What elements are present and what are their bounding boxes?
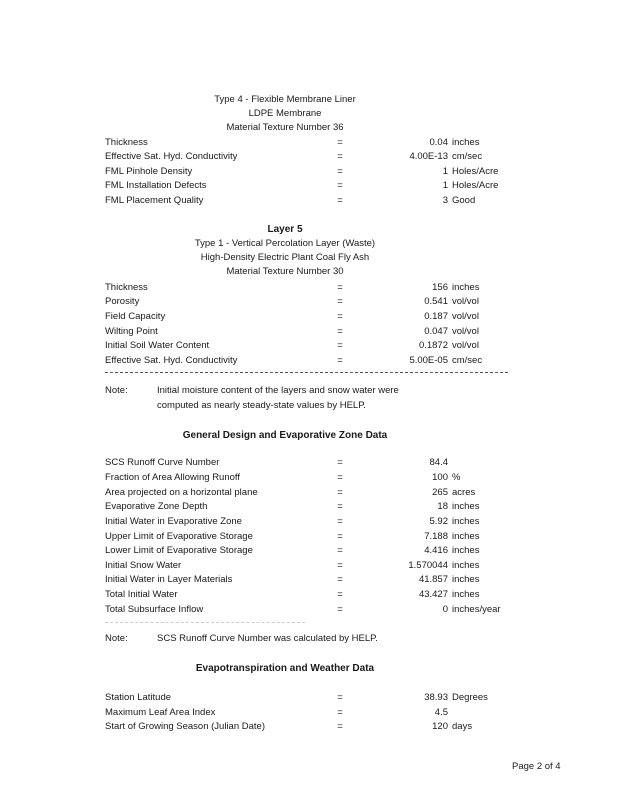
- row-equals: =: [337, 137, 343, 148]
- row-value: 1.570044: [408, 560, 448, 571]
- row-value: 3: [442, 195, 448, 206]
- row-label: FML Pinhole Density: [105, 166, 193, 177]
- row-unit: vol/vol: [452, 296, 479, 307]
- row-label: Maximum Leaf Area Index: [105, 707, 216, 718]
- row-equals: =: [337, 531, 343, 542]
- weather-section-title: Evapotranspiration and Weather Data: [195, 663, 375, 674]
- layer5-texture-line: Material Texture Number 30: [226, 266, 344, 277]
- row-value: 4.00E-13: [409, 151, 448, 162]
- row-equals: =: [337, 604, 343, 615]
- row-value: 0: [442, 604, 448, 615]
- row-unit: Holes/Acre: [452, 180, 499, 191]
- row-equals: =: [337, 180, 343, 191]
- row-unit: Holes/Acre: [452, 166, 499, 177]
- row-unit: Degrees: [452, 692, 488, 703]
- row-unit: Good: [452, 195, 476, 206]
- row-unit: cm/sec: [452, 151, 483, 162]
- row-equals: =: [337, 326, 343, 337]
- section-divider: [105, 372, 508, 373]
- row-label: Lower Limit of Evaporative Storage: [105, 545, 253, 556]
- section-divider: [105, 622, 305, 623]
- row-label: Initial Soil Water Content: [105, 340, 210, 351]
- row-unit: inches: [452, 501, 480, 512]
- row-value: 156: [432, 282, 448, 293]
- row-unit: vol/vol: [452, 340, 479, 351]
- row-equals: =: [337, 560, 343, 571]
- row-label: Evaporative Zone Depth: [105, 501, 208, 512]
- row-value: 38.93: [424, 692, 448, 703]
- row-value: 0.541: [424, 296, 448, 307]
- row-label: Total Subsurface Inflow: [105, 604, 204, 615]
- row-label: Initial Water in Evaporative Zone: [105, 516, 242, 527]
- row-equals: =: [337, 501, 343, 512]
- note-label: Note:: [105, 633, 128, 644]
- design-section-title: General Design and Evaporative Zone Data: [182, 430, 388, 441]
- row-label: Thickness: [105, 137, 148, 148]
- row-label: Field Capacity: [105, 311, 166, 322]
- layer5-title: Layer 5: [267, 224, 303, 235]
- row-unit: acres: [452, 487, 476, 498]
- row-equals: =: [337, 707, 343, 718]
- layer4-texture-line: Material Texture Number 36: [226, 122, 344, 133]
- row-unit: inches/year: [452, 604, 501, 615]
- row-equals: =: [337, 195, 343, 206]
- row-equals: =: [337, 457, 343, 468]
- row-equals: =: [337, 472, 343, 483]
- row-unit: inches: [452, 545, 480, 556]
- row-label: Wilting Point: [105, 326, 158, 337]
- layer4-type-line: Type 4 - Flexible Membrane Liner: [214, 94, 356, 105]
- row-label: Initial Water in Layer Materials: [105, 574, 233, 585]
- row-value: 5.00E-05: [409, 355, 448, 366]
- layer5-material-line: High-Density Electric Plant Coal Fly Ash: [200, 252, 370, 263]
- note-text-line1: Initial moisture content of the layers and snow water were: [157, 385, 399, 396]
- row-value: 84.4: [429, 457, 448, 468]
- row-label: Total Initial Water: [105, 589, 178, 600]
- row-label: Porosity: [105, 296, 140, 307]
- row-label: SCS Runoff Curve Number: [105, 457, 220, 468]
- row-equals: =: [337, 311, 343, 322]
- row-unit: inches: [452, 516, 480, 527]
- note-text-line2: computed as nearly steady-state values by HELP.: [157, 400, 366, 411]
- row-value: 4.416: [424, 545, 448, 556]
- row-equals: =: [337, 692, 343, 703]
- row-unit: inches: [452, 589, 480, 600]
- row-equals: =: [337, 589, 343, 600]
- row-value: 120: [432, 721, 448, 732]
- row-value: 0.047: [424, 326, 448, 337]
- row-label: Upper Limit of Evaporative Storage: [105, 531, 253, 542]
- row-value: 1: [442, 166, 448, 177]
- row-equals: =: [337, 721, 343, 732]
- row-equals: =: [337, 574, 343, 585]
- row-label: Thickness: [105, 282, 148, 293]
- row-label: Station Latitude: [105, 692, 172, 703]
- row-label: Effective Sat. Hyd. Conductivity: [105, 151, 238, 162]
- row-equals: =: [337, 296, 343, 307]
- row-unit: inches: [452, 137, 480, 148]
- row-equals: =: [337, 355, 343, 366]
- row-unit: inches: [452, 574, 480, 585]
- row-label: Area projected on a horizontal plane: [105, 487, 258, 498]
- row-label: FML Placement Quality: [105, 195, 204, 206]
- row-equals: =: [337, 545, 343, 556]
- row-value: 100: [432, 472, 448, 483]
- row-value: 1: [442, 180, 448, 191]
- row-value: 0.187: [424, 311, 448, 322]
- note-label: Note:: [105, 385, 128, 396]
- row-unit: %: [452, 472, 461, 483]
- row-label: FML Installation Defects: [105, 180, 207, 191]
- page-number: Page 2 of 4: [512, 761, 561, 772]
- row-label: Fraction of Area Allowing Runoff: [105, 472, 241, 483]
- row-value: 265: [432, 487, 448, 498]
- row-unit: vol/vol: [452, 326, 479, 337]
- row-unit: inches: [452, 282, 480, 293]
- row-label: Start of Growing Season (Julian Date): [105, 721, 265, 732]
- row-equals: =: [337, 166, 343, 177]
- row-value: 0.04: [429, 137, 448, 148]
- row-value: 18: [437, 501, 448, 512]
- note-text: SCS Runoff Curve Number was calculated by HELP.: [157, 633, 378, 644]
- row-value: 4.5: [434, 707, 448, 718]
- row-equals: =: [337, 282, 343, 293]
- row-unit: days: [452, 721, 473, 732]
- row-value: 41.857: [418, 574, 448, 585]
- row-value: 5.92: [429, 516, 448, 527]
- row-equals: =: [337, 516, 343, 527]
- row-unit: vol/vol: [452, 311, 479, 322]
- row-unit: inches: [452, 531, 480, 542]
- row-value: 43.427: [418, 589, 448, 600]
- row-value: 0.1872: [418, 340, 448, 351]
- row-unit: cm/sec: [452, 355, 483, 366]
- row-unit: inches: [452, 560, 480, 571]
- row-label: Effective Sat. Hyd. Conductivity: [105, 355, 238, 366]
- layer4-material-line: LDPE Membrane: [248, 108, 322, 119]
- row-value: 7.188: [424, 531, 448, 542]
- row-equals: =: [337, 340, 343, 351]
- row-label: Initial Snow Water: [105, 560, 182, 571]
- row-equals: =: [337, 487, 343, 498]
- row-equals: =: [337, 151, 343, 162]
- layer5-type-line: Type 1 - Vertical Percolation Layer (Waste): [194, 238, 376, 249]
